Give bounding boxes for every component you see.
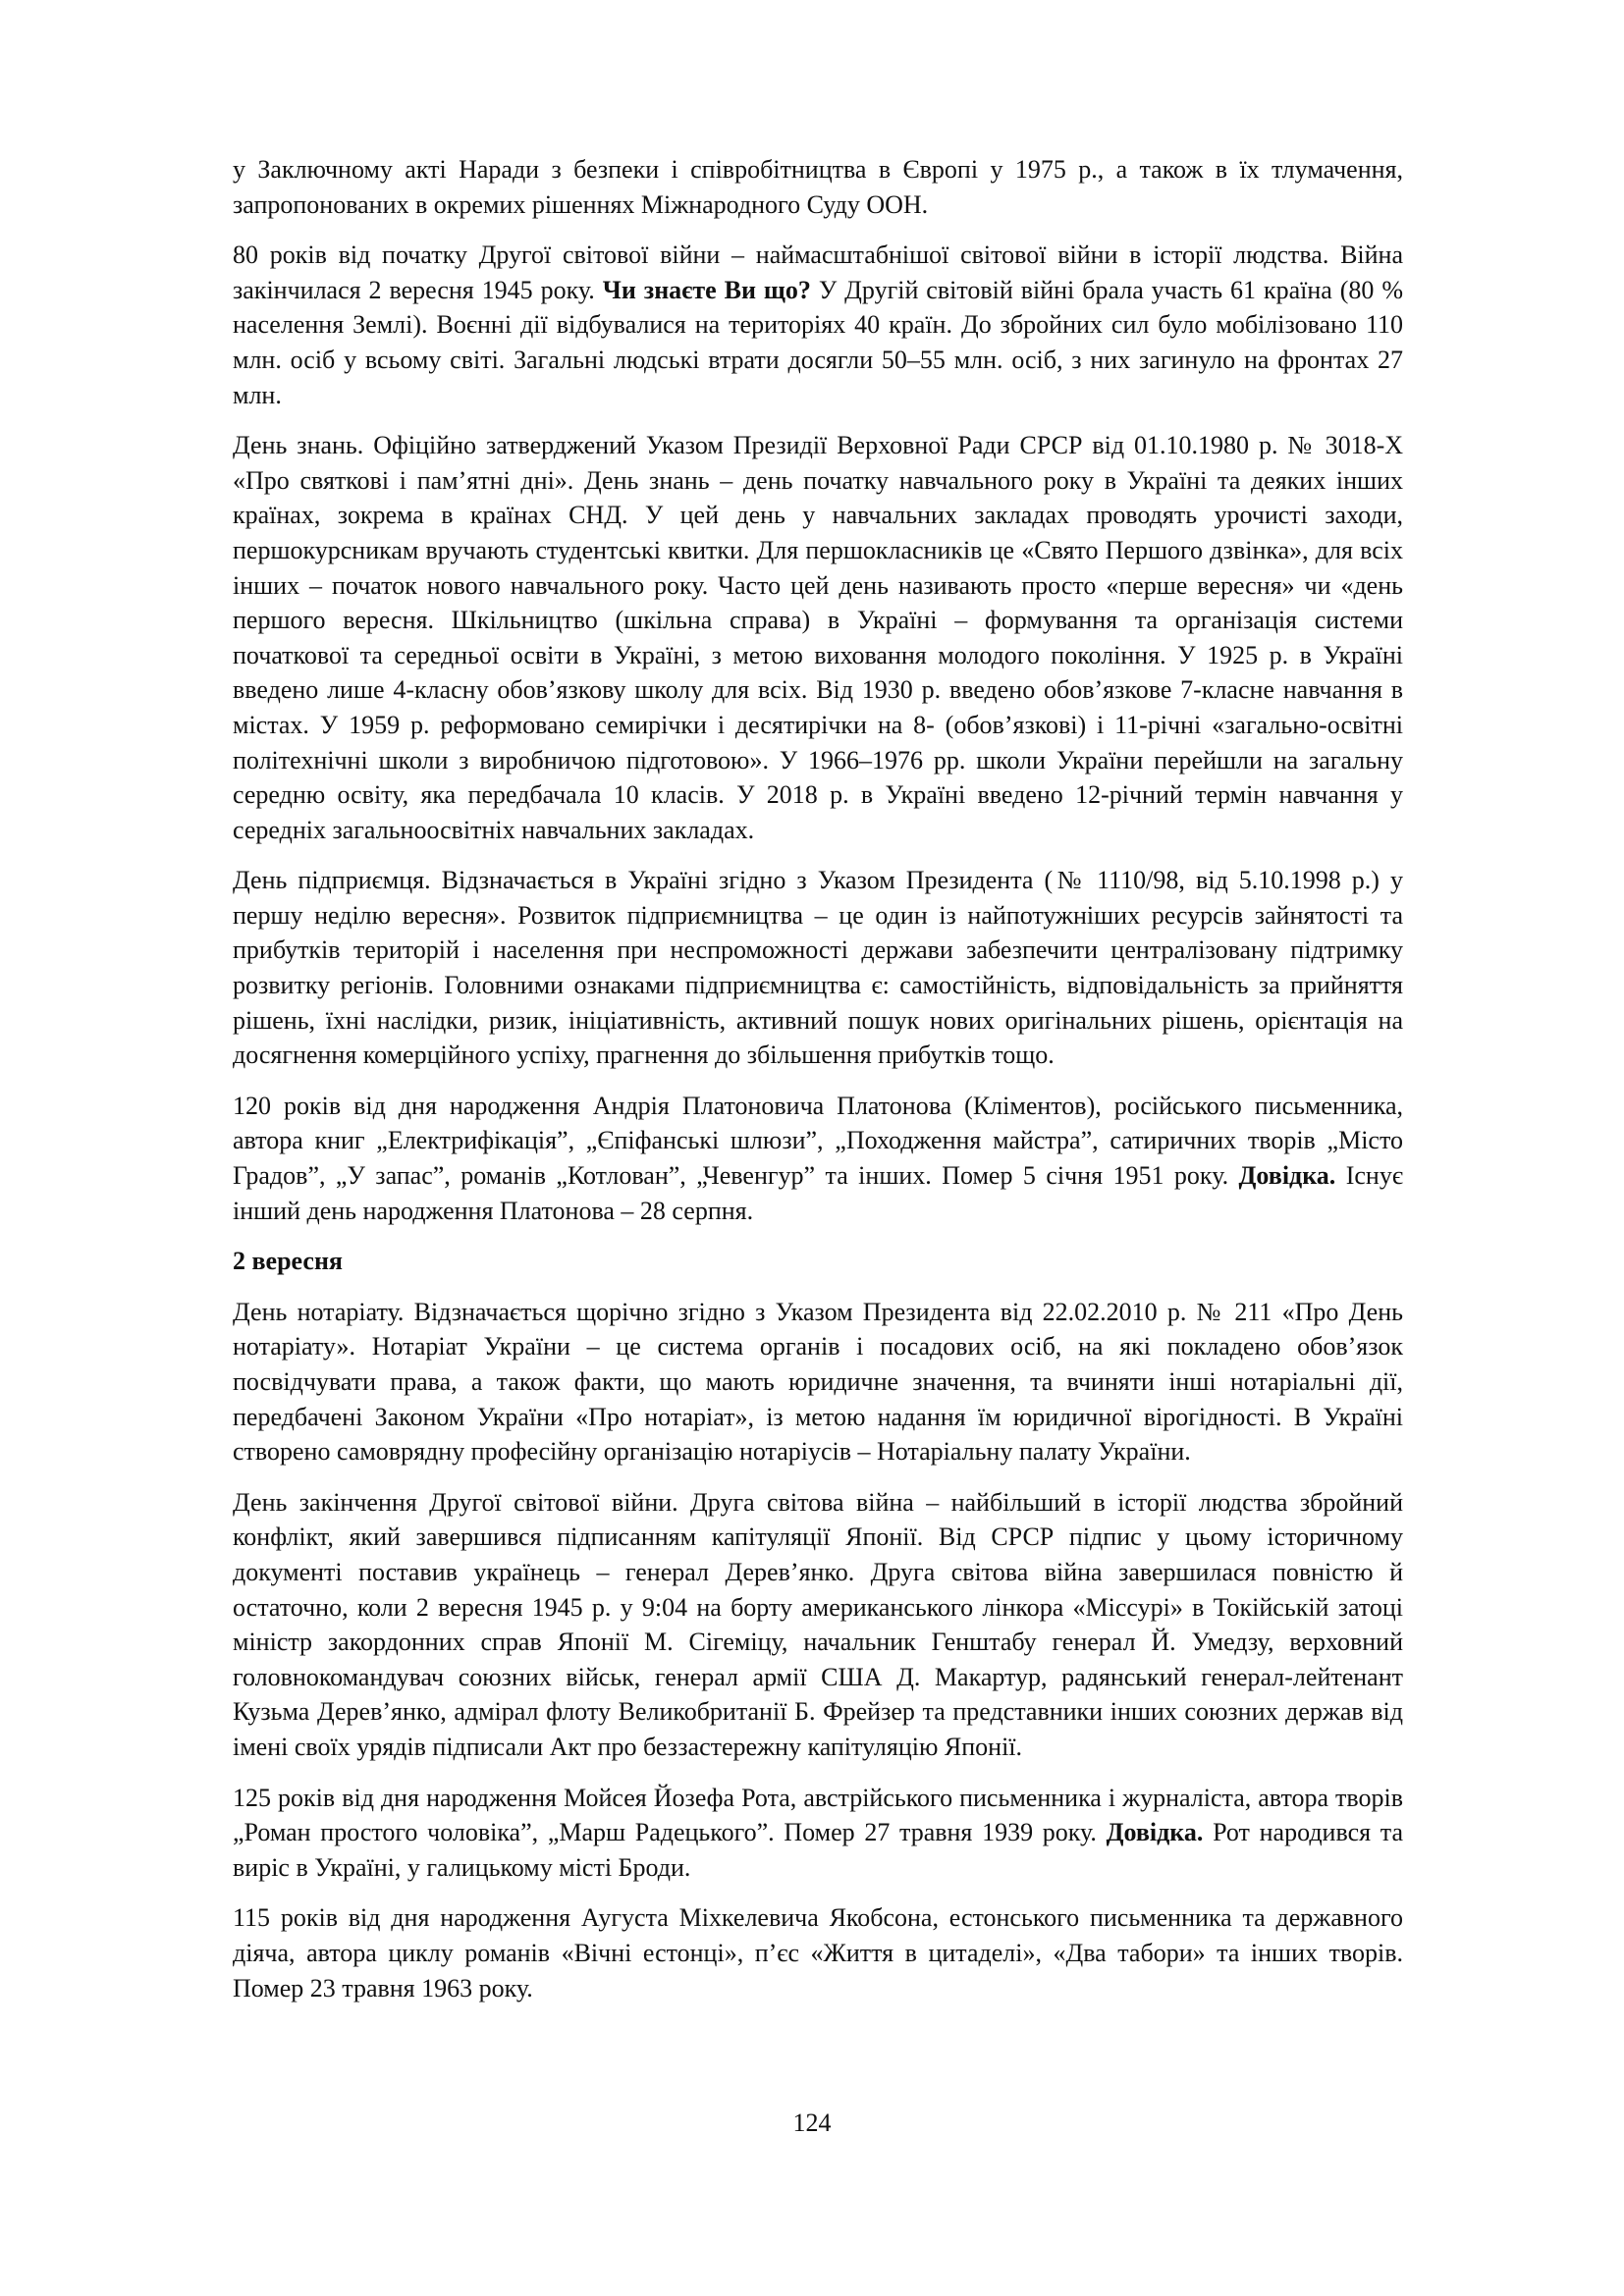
paragraph-text: День підприємця. Відзначається в Україні згідно з Указом Президента (№ 1110/98, від 5.10.1998 р.) у першу неділю вересня». Розвиток підприємництва – це один із найпотужніших ресурсів зайнятості та прибутків територій і населення при неспроможності держави забезпечити централізовану підтримку розвитку регіонів. Головними ознаками підприємництва є: самостійність, відповідальність за прийняття рішень, їхні наслідки, ризик, ініціативність, активний пошук нових оригінальних рішень, орієнтація на досягнення комерційного успіху, прагнення до збільшення прибутків тощо. (233, 866, 1403, 1070)
paragraph (233, 1485, 1403, 1765)
paragraph-text: Існує інший день народження Платонова – 28 серпня. (233, 1161, 1403, 1225)
paragraph-text: 125 років від дня народження Мойсея Йозефа Рота, австрійського письменника і журналіста, автора творів „Роман простого чоловіка”, „Марш Радецького”. Помер 27 травня 1939 року. (233, 1783, 1403, 1847)
paragraph-group (233, 152, 1403, 1228)
paragraph (233, 1089, 1403, 1228)
paragraph-text: 80 років від початку Другої світової війни – наймасштабнішої світової війни в історії людства. Війна закінчилася 2 вересня 1945 року. (233, 240, 1403, 304)
paragraph (233, 152, 1403, 222)
paragraph-text: У Другій світовій війні брала участь 61 країна (80 % населення Землі). Воєнні дії відбувалися на територіях 40 країн. До збройних сил було мобілізовано 110 млн. осіб у всьому світі. Загальні людські втрати досягли 50–55 млн. осіб, з них загинуло на фронтах 27 млн. (233, 275, 1403, 409)
section-heading: 2 вересня (233, 1247, 343, 1276)
paragraph-group (233, 1295, 1403, 2005)
paragraph (233, 428, 1403, 847)
paragraph-text: у Заключному акті Наради з безпеки і співробітництва в Європі у 1975 р., а також в їх тлумачення, запропонованих в окремих рішеннях Міжнародного Суду ООН. (233, 155, 1403, 219)
paragraph (233, 1900, 1403, 2005)
paragraph-text: 120 років від дня народження Андрія Платоновича Платонова (Кліментов), російського письменника, автора книг „Електрифікація”, „Єпіфанські шлюзи”, „Походження майстра”, сатиричних творів „Місто Градов”, „У запас”, романів „Котлован”, „Чевенгур” та інших. Помер 5 січня 1951 року. (233, 1091, 1403, 1191)
paragraph-text: День закінчення Другої світової війни. Друга світова війна – найбільший в історії людства збройний конфлікт, який завершився підписанням капітуляції Японії. Від СРСР підпис у цьому історичному документі поставив українець – генерал Дерев’янко. Друга світова війна завершилася повністю й остаточно, коли 2 вересня 1945 р. у 9:04 на борту американського лінкора «Міссурі» в Токійській затоці міністр закордонних справ Японії М. Сігеміцу, начальник Генштабу генерал Й. Умедзу, верховний головнокомандувач союзних військ, генерал армії США Д. Макартур, радянський генерал-лейтенант Кузьма Дерев’янко, адмірал флоту Великобританії Б. Фрейзер та представники інших союзних держав від імені своїх урядів підписали Акт про беззастережну капітуляцію Японії. (233, 1487, 1403, 1761)
paragraph (233, 238, 1403, 412)
paragraph-text: 115 років від дня народження Аугуста Міхкелевича Якобсона, естонського письменника та державного діяча, автора циклу романів «Вічні естонці», п’єс «Життя в цитаделі», «Два табори» та інших творів. Помер 23 травня 1963 року. (233, 1903, 1403, 2002)
document-body (233, 152, 1403, 2021)
page-number: 124 (792, 2109, 832, 2137)
bold-lead-in: Довідка. (1106, 1818, 1204, 1847)
bold-lead-in: Чи знаєте Ви що? (602, 275, 811, 304)
paragraph-text: День нотаріату. Відзначається щорічно згідно з Указом Президента від 22.02.2010 р. № 211 «Про День нотаріату». Нотаріат України – це система органів і посадових осіб, на які покладено обов’язок посвідчувати права, а також факти, що мають юридичне значення, та вчиняти інші нотаріальні дії, передбачені Законом України «Про нотаріат», із метою надання їм юридичної вірогідності. В Україні створено самоврядну професійну організацію нотаріусів – Нотаріальну палату України. (233, 1297, 1403, 1467)
paragraph-text: Рот народився та виріс в Україні, у галицькому місті Броди. (233, 1818, 1403, 1882)
paragraph-text: День знань. Офіційно затверджений Указом Президії Верховної Ради СРСР від 01.10.1980 р. № 3018-Х «Про святкові і пам’ятні дні». День знань – день початку навчального року в Україні та деяких інших країнах, зокрема в країнах СНД. У цей день у навчальних закладах проводять урочисті заходи, першокурсникам вручають студентські квитки. Для першокласників це «Свято Першого дзвінка», для всіх інших – початок нового навчального року. Часто цей день називають просто «перше вересня» чи «день першого вересня. Шкільництво (шкільна справа) в Україні – формування та організація системи початкової та середньої освіти в Україні, з метою виховання молодого покоління. У 1925 р. в Україні введено лише 4-класну обов’язкову школу для всіх. Від 1930 р. введено обов’язкове 7-класне навчання в містах. У 1959 р. реформовано семирічки і десятирічки на 8- (обов’язкові) і 11-річні «загально-освітні політехнічні школи з виробничою підготовою». У 1966–1976 рр. школи України перейшли на загальну середню освіту, яка передбачала 10 класів. У 2018 р. в Україні введено 12-річний термін навчання у середніх загальноосвітніх навчальних закладах. (233, 431, 1403, 844)
paragraph (233, 1781, 1403, 1886)
paragraph (233, 863, 1403, 1073)
bold-lead-in: Довідка. (1238, 1161, 1336, 1191)
paragraph (233, 1295, 1403, 1469)
